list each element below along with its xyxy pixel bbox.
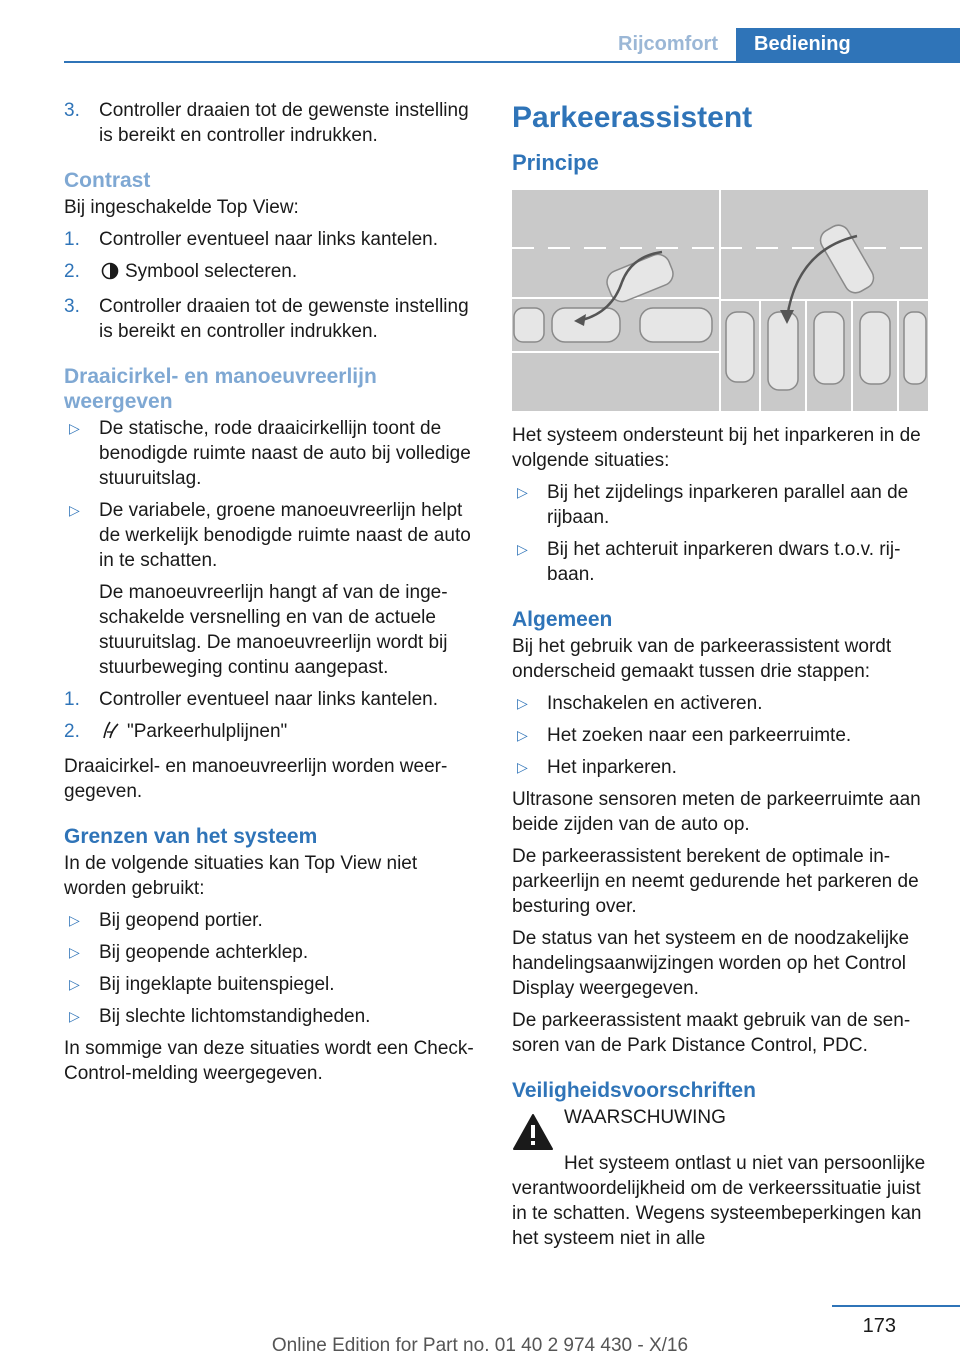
bullet-triangle-icon: ▷ [517,759,528,775]
right-column [512,98,928,1258]
step-text: Controller eventueel naar links kantelen. [99,689,439,710]
step-number: 2. [64,721,80,742]
paragraph: Draaicirkel- en manoeuvreerlijn worden weergegeven. [64,756,448,802]
section-heading-safety: Veiligheidsvoorschriften [512,1079,756,1102]
left-column [64,98,480,1093]
list-item [512,480,928,530]
bullet-text: Bij ingeklapte buitenspiegel. [99,974,335,995]
step-number: 3. [64,100,80,121]
bullet-triangle-icon: ▷ [69,420,80,436]
bullet-text: Bij slechte lichtomstandigheden. [99,1006,371,1027]
section-heading-limits: Grenzen van het systeem [64,825,318,848]
list-item [64,259,480,287]
paragraph: Ultrasone sensoren meten de parkeerruimte aan beide zijden van de auto op. [512,789,921,835]
section-heading-principle: Principe [512,150,599,175]
list-item [512,691,928,716]
warning-text: Het systeem ontlast u niet van persoonlijke verantwoordelijkheid om de verkeerssituatie juist in te schatten. Wegens systeembeperkingen kan het systeem niet in alle [512,1153,926,1249]
step-number: 1. [64,689,80,710]
paragraph: Bij ingeschakelde Top View: [64,197,299,218]
paragraph: In sommige van deze situaties wordt een Check-Control-melding weergegeven. [64,1038,474,1084]
step-text: Controller draaien tot de gewenste instelling is bereikt en controller indrukken. [99,296,469,342]
section-heading-contrast: Contrast [64,169,151,192]
list-item [512,537,928,587]
step-text: Controller draaien tot de gewenste instelling is bereikt en controller indrukken. [99,100,469,146]
paragraph: Bij het gebruik van de parkeerassistent wordt onderscheid gemaakt tussen drie stappen: [512,636,892,682]
page-header [0,0,960,64]
bullet-triangle-icon: ▷ [69,976,80,992]
step-number: 3. [64,296,80,317]
bullet-triangle-icon: ▷ [517,695,528,711]
list-item [64,719,480,747]
edition-footer: Online Edition for Part no. 01 40 2 974 430 - X/16 [271,1335,689,1356]
step-text: Controller eventueel naar links kantelen. [99,229,439,250]
paragraph: In de volgende situaties kan Top View niet worden gebruikt: [64,853,418,899]
list-item [64,498,480,680]
section-heading-turning: Draaicirkel- en manoeuvreerlijn weergeven [64,365,377,413]
bullet-triangle-icon: ▷ [69,1008,80,1024]
step-number: 1. [64,229,80,250]
bullet-triangle-icon: ▷ [69,502,80,518]
bullet-text: Het zoeken naar een parkeerruimte. [547,725,852,746]
warning-label: WAARSCHUWING [564,1107,726,1128]
bullet-triangle-icon: ▷ [517,727,528,743]
bullet-triangle-icon: ▷ [517,484,528,500]
warning-block [512,1105,928,1151]
list-item [64,1004,480,1029]
list-item [64,940,480,965]
tab-bediening[interactable]: Bediening [736,28,960,61]
list-item [512,723,928,748]
page-number: 173 [862,1315,896,1337]
bullet-triangle-icon: ▷ [517,541,528,557]
list-item [512,755,928,780]
tab-rijcomfort[interactable]: Rijcomfort [618,33,718,55]
bullet-text: De statische, rode draaicirkellijn toont de benodigde ruimte naast de auto bij volledige stuuruitslag. [99,418,471,489]
parking-illustration [512,190,928,411]
list-item [64,98,480,148]
paragraph: De parkeerassistent berekent de optimale inparkeerlijn en neemt gedurende het parkeren de besturing over. [512,846,919,917]
step-number: 2. [64,261,80,282]
bullet-triangle-icon: ▷ [69,912,80,928]
bullet-subparagraph: De manoeuvreerlijn hangt af van de ingeschakelde versnelling en van de actuele stuuruitslag. De manoeuvreerlijn wordt bij stuurbeweging continu aangepast. [99,582,448,678]
section-heading-general: Algemeen [512,608,613,631]
bullet-text: Bij geopende achterklep. [99,942,309,963]
list-item [64,687,480,712]
bullet-text: Bij geopend portier. [99,910,263,931]
bullet-text: Bij het achteruit inparkeren dwars t.o.v. rijbaan. [547,539,901,585]
paragraph: De parkeerassistent maakt gebruik van de sensoren van de Park Distance Control, PDC. [512,1010,911,1056]
warning-triangle-icon [512,1113,554,1158]
contrast-icon [101,262,119,287]
list-item [64,908,480,933]
footer-rule [832,1305,960,1307]
list-item [64,416,480,491]
list-item [64,294,480,344]
header-rule [64,61,960,63]
bullet-text: Inschakelen en activeren. [547,693,763,714]
page-title: Parkeerassistent [512,101,753,134]
bullet-text: Het inparkeren. [547,757,677,778]
bullet-text: Bij het zijdelings inparkeren parallel aan de rijbaan. [547,482,909,528]
bullet-triangle-icon: ▷ [69,944,80,960]
list-item [64,972,480,997]
paragraph: Het systeem ondersteunt bij het inparkeren in de volgende situaties: [512,425,921,471]
step-text: Symbool selecteren. [125,261,298,282]
list-item [64,227,480,252]
parking-lines-icon [101,720,121,747]
step-text: "Parkeerhulplijnen" [127,721,288,742]
bullet-text: De variabele, groene manoeuvreerlijn helpt de werkelijk benodigde ruimte naast de auto in te schatten. [99,500,471,571]
paragraph: De status van het systeem en de noodzakelijke handelingsaanwijzingen worden op het Control Display weergegeven. [512,928,910,999]
